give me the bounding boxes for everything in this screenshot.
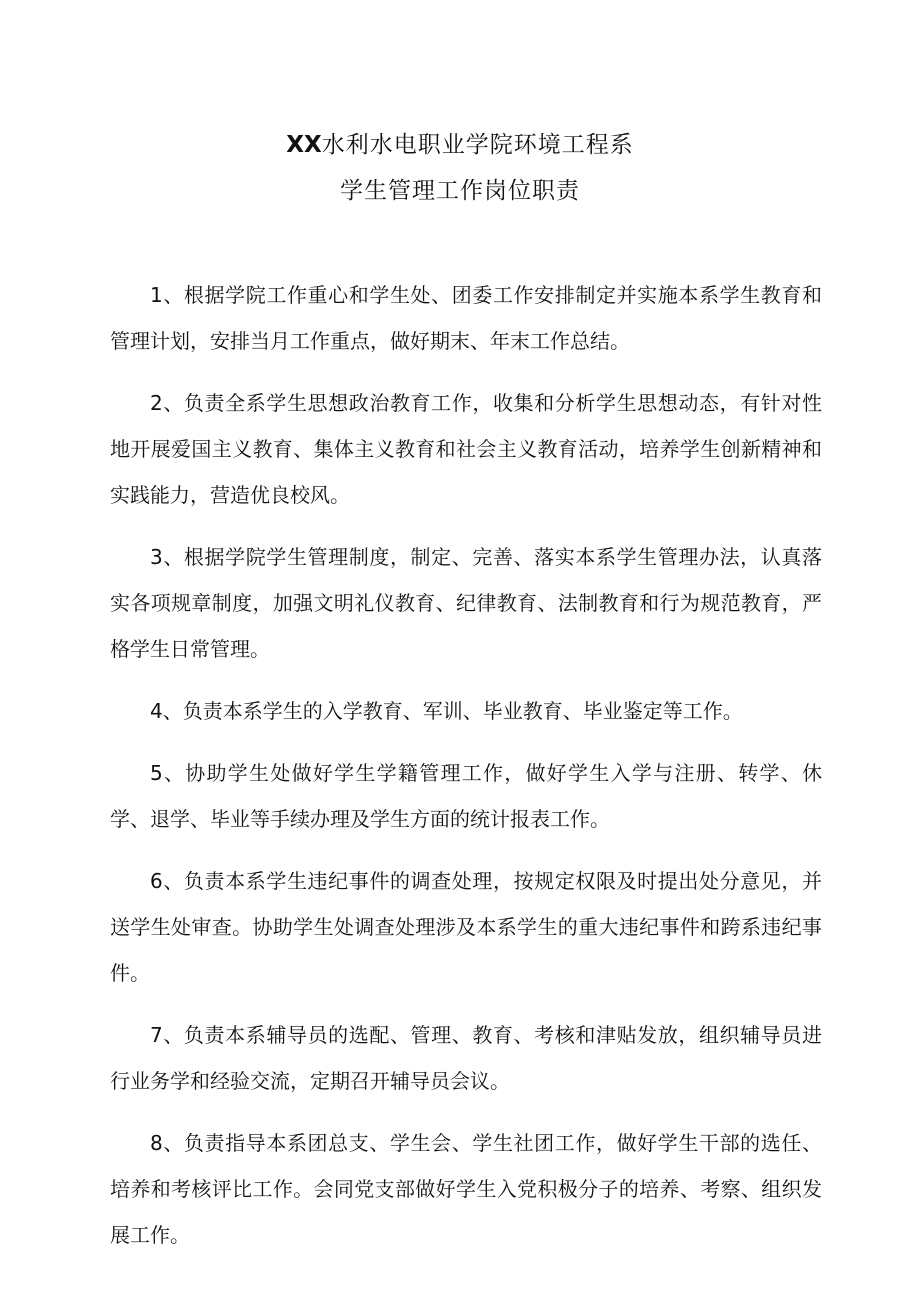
title-line-2: 学生管理工作岗位职责 [340, 178, 580, 204]
paragraph-1: 1、根据学院工作重心和学生处、团委工作安排制定并实施本系学生教育和管理计划，安排当月工作重点，做好期末、年末工作总结。 [110, 283, 822, 353]
paragraph-5: 5、协助学生处做好学生学籍管理工作，做好学生入学与注册、转学、休学、退学、毕业等手续办理及学生方面的统计报表工作。 [110, 761, 822, 831]
title-line-1 [0, 122, 920, 168]
paragraph-4: 4、负责本系学生的入学教育、军训、毕业教育、毕业鉴定等工作。 [150, 699, 743, 723]
document-body [110, 272, 822, 1274]
title-prefix: XX [286, 132, 322, 158]
paragraph-8: 8、负责指导本系团总支、学生会、学生社团工作，做好学生干部的选任、培养和考核评比工作。会同党支部做好学生入党积极分子的培养、考察、组织发展工作。 [110, 1131, 822, 1247]
title-line-1-text: 水利水电职业学院环境工程系 [321, 132, 634, 158]
document-title [0, 122, 920, 214]
paragraph-7: 7、负责本系辅导员的选配、管理、教育、考核和津贴发放，组织辅导员进行业务学和经验交流，定期召开辅导员会议。 [110, 1023, 822, 1093]
paragraph-6: 6、负责本系学生违纪事件的调查处理，按规定权限及时提出处分意见，并送学生处审查。协助学生处调查处理涉及本系学生的重大违纪事件和跨系违纪事件。 [110, 869, 822, 985]
paragraph-2: 2、负责全系学生思想政治教育工作，收集和分析学生思想动态，有针对性地开展爱国主义教育、集体主义教育和社会主义教育活动，培养学生创新精神和实践能力，营造优良校风。 [110, 391, 822, 507]
paragraph-3: 3、根据学院学生管理制度，制定、完善、落实本系学生管理办法，认真落实各项规章制度，加强文明礼仪教育、纪律教育、法制教育和行为规范教育，严格学生日常管理。 [110, 545, 822, 661]
